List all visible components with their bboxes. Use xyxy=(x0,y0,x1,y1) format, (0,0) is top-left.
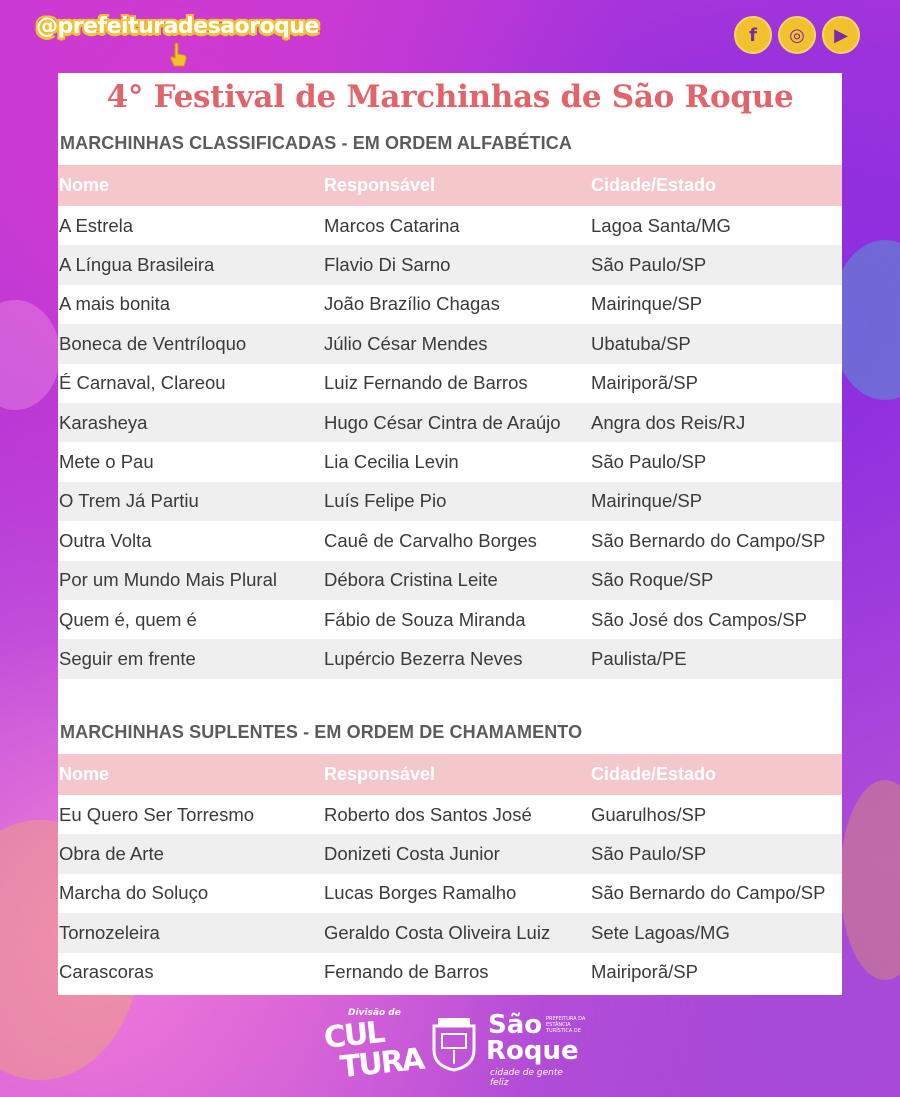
pointing-hand-icon xyxy=(168,42,188,68)
cell-city: Mairinque/SP xyxy=(591,490,703,512)
cell-responsible: Lupércio Bezerra Neves xyxy=(324,647,523,669)
cell-name: Marcha do Soluço xyxy=(59,882,209,904)
cell-responsible: João Brazílio Chagas xyxy=(324,293,500,315)
cell-responsible: Geraldo Costa Oliveira Luiz xyxy=(324,921,551,943)
cell-city: Guarulhos/SP xyxy=(591,803,707,825)
table-row xyxy=(58,600,842,639)
cell-name: O Trem Já Partiu xyxy=(59,490,199,512)
table-row xyxy=(58,834,842,873)
column-header-city: Cidade/Estado xyxy=(591,175,717,195)
city-name-line1: São xyxy=(488,1010,543,1040)
cell-name: Por um Mundo Mais Plural xyxy=(59,569,277,591)
table-row xyxy=(58,245,842,284)
cell-city: São Roque/SP xyxy=(591,569,714,591)
facebook-icon[interactable]: f xyxy=(734,16,772,54)
cell-city: Sete Lagoas/MG xyxy=(591,921,730,943)
content-card xyxy=(58,73,842,995)
cell-city: Ubatuba/SP xyxy=(591,332,691,354)
prefeitura-label: PREFEITURA DA ESTÂNCIA TURÍSTICA DE xyxy=(546,1016,586,1034)
cell-name: Seguir em frente xyxy=(59,647,196,669)
column-header-name: Nome xyxy=(59,175,110,195)
cell-city: São Paulo/SP xyxy=(591,451,707,473)
cell-name: Obra de Arte xyxy=(59,843,164,865)
cell-city: São José dos Campos/SP xyxy=(591,608,807,630)
cell-responsible: Débora Cristina Leite xyxy=(324,569,498,591)
cultura-logo-line2: TURA xyxy=(338,1041,425,1086)
cell-name: Boneca de Ventríloquo xyxy=(59,332,247,354)
table-row xyxy=(58,953,842,992)
column-header-name: Nome xyxy=(59,764,110,784)
table-row xyxy=(58,206,842,245)
cell-city: Angra dos Reis/RJ xyxy=(591,411,746,433)
instagram-icon[interactable]: ◎ xyxy=(778,16,816,54)
cell-name: Eu Quero Ser Torresmo xyxy=(59,803,255,825)
cultura-logo xyxy=(322,1008,425,1086)
city-tagline: cidade de gente feliz xyxy=(490,1068,563,1088)
cell-responsible: Flavio Di Sarno xyxy=(324,254,451,276)
social-handle[interactable]: @prefeituradesaoroque xyxy=(36,14,319,39)
table-row xyxy=(58,561,842,600)
cell-responsible: Lia Cecilia Levin xyxy=(324,451,459,473)
table-row xyxy=(58,482,842,521)
table-row xyxy=(58,913,842,952)
classified-heading: MARCHINHAS CLASSIFICADAS - EM ORDEM ALFABÉTICA xyxy=(60,133,572,153)
table-header xyxy=(58,165,842,206)
cell-name: Mete o Pau xyxy=(59,451,154,473)
cell-city: Mairinque/SP xyxy=(591,293,703,315)
cell-city: Mairiporã/SP xyxy=(591,961,698,983)
social-icons xyxy=(734,16,860,54)
cultura-logo-small: Divisão de xyxy=(348,1008,401,1018)
cell-responsible: Luís Felipe Pio xyxy=(324,490,447,512)
cultura-logo-line1: CUL xyxy=(322,1014,386,1057)
cell-name: Tornozeleira xyxy=(59,921,160,943)
cell-responsible: Fábio de Souza Miranda xyxy=(324,608,526,630)
youtube-icon[interactable]: ▶ xyxy=(822,16,860,54)
cell-name: Carascoras xyxy=(59,961,154,983)
cell-responsible: Donizeti Costa Junior xyxy=(324,843,500,865)
cell-responsible: Fernando de Barros xyxy=(324,961,489,983)
cell-city: São Bernardo do Campo/SP xyxy=(591,529,826,551)
table-header xyxy=(58,754,842,795)
sao-roque-logo xyxy=(428,1006,586,1088)
cell-city: São Paulo/SP xyxy=(591,843,707,865)
feather-decoration xyxy=(840,780,900,980)
substitutes-heading: MARCHINHAS SUPLENTES - EM ORDEM DE CHAMAMENTO xyxy=(60,722,583,742)
table-row xyxy=(58,285,842,324)
cell-name: É Carnaval, Clareou xyxy=(59,372,226,394)
page-title: 4° Festival de Marchinhas de São Roque xyxy=(106,79,794,115)
substitutes-table xyxy=(58,754,842,992)
cell-responsible: Roberto dos Santos José xyxy=(324,803,532,825)
cell-responsible: Cauê de Carvalho Borges xyxy=(324,529,537,551)
table-row xyxy=(58,403,842,442)
cell-city: Paulista/PE xyxy=(591,647,687,669)
table-row xyxy=(58,521,842,560)
cell-name: Karasheya xyxy=(59,411,148,433)
cell-name: Outra Volta xyxy=(59,529,152,551)
cell-city: São Paulo/SP xyxy=(591,254,707,276)
cell-name: A mais bonita xyxy=(59,293,171,315)
table-row xyxy=(58,874,842,913)
cell-name: Quem é, quem é xyxy=(59,608,197,630)
cell-responsible: Marcos Catarina xyxy=(324,214,460,236)
city-name-line2: Roque xyxy=(486,1036,579,1066)
cell-city: Lagoa Santa/MG xyxy=(591,214,731,236)
cell-responsible: Lucas Borges Ramalho xyxy=(324,882,517,904)
cell-responsible: Júlio César Mendes xyxy=(324,332,488,354)
table-row xyxy=(58,442,842,481)
cell-responsible: Hugo César Cintra de Araújo xyxy=(324,411,561,433)
table-row xyxy=(58,324,842,363)
table-row xyxy=(58,639,842,678)
column-header-responsible: Responsável xyxy=(324,175,436,195)
footer-logos xyxy=(0,1000,900,1090)
cell-name: A Estrela xyxy=(59,214,134,236)
table-row xyxy=(58,364,842,403)
column-header-responsible: Responsável xyxy=(324,764,436,784)
column-header-city: Cidade/Estado xyxy=(591,764,717,784)
table-row xyxy=(58,795,842,834)
cell-city: Mairiporã/SP xyxy=(591,372,698,394)
cell-name: A Língua Brasileira xyxy=(59,254,215,276)
cell-city: São Bernardo do Campo/SP xyxy=(591,882,826,904)
city-crest-icon xyxy=(428,1016,480,1072)
classified-table xyxy=(58,165,842,679)
feather-decoration xyxy=(0,300,60,410)
cell-responsible: Luiz Fernando de Barros xyxy=(324,372,528,394)
